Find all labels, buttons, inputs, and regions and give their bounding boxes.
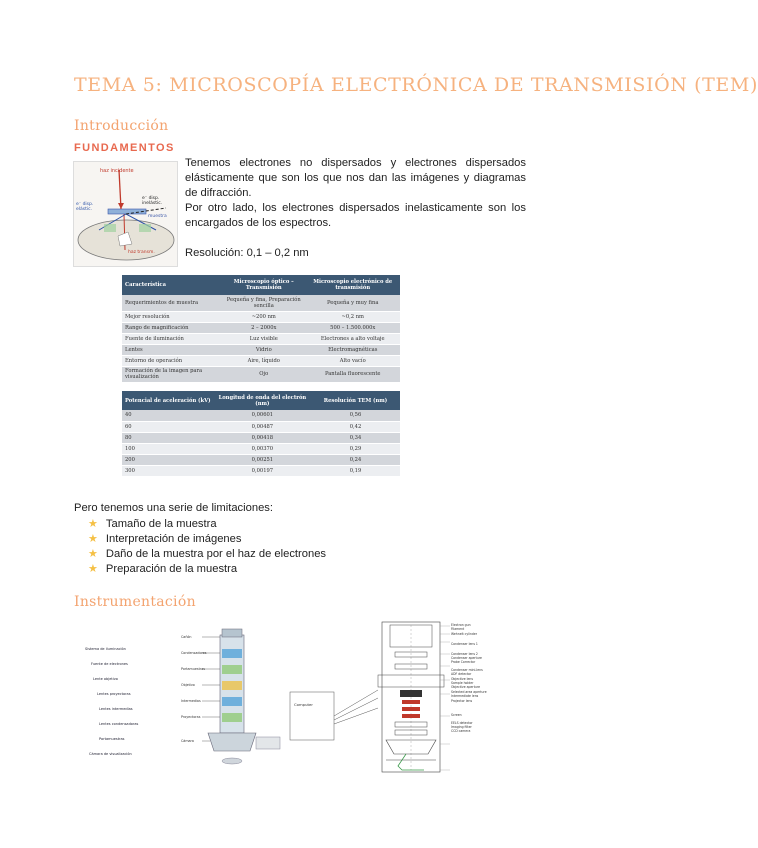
figure3-label: Sample holder — [451, 681, 474, 686]
table-cell: 0,00197 — [214, 465, 311, 476]
figure3-label: Condenser lens 1 — [451, 642, 478, 647]
section-heading-instrumentation: Instrumentación — [74, 594, 196, 610]
table-cell: ~200 nm — [222, 311, 305, 322]
star-bullet-icon: ★ — [88, 518, 98, 530]
table-cell: 100 — [122, 443, 214, 454]
table-row — [122, 410, 400, 421]
figure3-label-list — [451, 623, 511, 734]
figure2-label: Intermedias — [181, 699, 201, 703]
figure2-label: Cañón — [181, 635, 192, 639]
figure3-label: Condenser lens 2 — [451, 651, 478, 656]
tem-schematic-figure — [290, 620, 512, 777]
figure1-label: Fuente de electrones — [91, 662, 128, 666]
table-cell: Pantalla fluorescente — [305, 366, 400, 382]
sketch-label-inelastic: e⁻ disp. inelástic. — [142, 196, 163, 206]
figure2-label: Cámara — [181, 739, 194, 743]
table-cell: Luz visible — [222, 333, 305, 344]
section-heading-intro: Introducción — [74, 118, 169, 134]
table-cell: Pequeña y fina, Preparación sencilla — [222, 295, 305, 311]
table-row — [122, 443, 400, 454]
computer-label: Computer — [294, 702, 313, 707]
table-row — [122, 333, 400, 344]
figure3-label: Condenser mini-lens — [451, 667, 483, 672]
table-row — [122, 295, 400, 311]
table-cell: 0,00601 — [214, 410, 311, 421]
figure3-label: Projector lens — [451, 698, 473, 703]
table-row — [122, 355, 400, 366]
star-bullet-icon: ★ — [88, 563, 98, 575]
table-cell: 300 — [122, 465, 214, 476]
limitation-text: Tamaño de la muestra — [105, 518, 217, 530]
table-cell: 0,56 — [311, 410, 400, 421]
comparison-table-header-cell: Microscopio óptico – Transmisión — [222, 275, 305, 295]
table-row — [122, 432, 400, 443]
table-cell: 0,19 — [311, 465, 400, 476]
table-cell: 0,00418 — [214, 432, 311, 443]
figure3-label: Imaging filter — [451, 724, 472, 729]
limitation-text: Preparación de la muestra — [105, 563, 238, 575]
table-cell: 500 – 1.500.000x — [305, 322, 400, 333]
figure3-label: ADF detector — [451, 672, 472, 677]
table-cell: Aire, líquido — [222, 355, 305, 366]
limitation-text: Interpretación de imágenes — [105, 533, 242, 545]
figure3-label: Condenser aperture — [451, 656, 482, 661]
table-cell: 40 — [122, 410, 214, 421]
scattering-sketch-image — [73, 161, 178, 267]
figure3-label: Screen — [451, 713, 462, 718]
table-cell: 0,00487 — [214, 421, 311, 432]
figure2-label: Objetivo — [181, 683, 195, 687]
table-cell: 60 — [122, 421, 214, 432]
tem-components-figure — [73, 640, 175, 763]
table-cell: 0,24 — [311, 454, 400, 465]
list-item — [88, 547, 326, 560]
figure1-label: Lentes condensadoras — [99, 722, 139, 726]
table-row — [122, 421, 400, 432]
sketch-label-transmitted: haz transm. — [128, 250, 155, 255]
table-cell: Alto vacío — [305, 355, 400, 366]
list-item — [88, 562, 237, 575]
sketch-label-elastic: e⁻ disp. elástic. — [76, 202, 94, 212]
table-cell: Entorno de operación — [122, 355, 222, 366]
figure2-label: Proyectoras — [181, 715, 201, 719]
table-cell: Formación de la imagen para visualización — [122, 366, 222, 382]
table-cell: ~0,2 nm — [305, 311, 400, 322]
limitation-text: Daño de la muestra por el haz de electrones — [105, 548, 327, 560]
table-row — [122, 344, 400, 355]
table-cell: Ojo — [222, 366, 305, 382]
list-item — [88, 532, 241, 545]
figure1-label: Lente objetivo — [93, 677, 118, 681]
figure1-label: Sistema de iluminación — [85, 647, 126, 651]
figure3-label: Probe Corrector — [451, 660, 476, 665]
sketch-label-sample: muestra — [148, 214, 167, 219]
figure3-label: Objective lens — [451, 676, 473, 681]
figure3-label: Filament — [451, 627, 465, 632]
table-cell: Pequeña y muy fina — [305, 295, 400, 311]
sketch-label-incident: haz incidente — [100, 168, 134, 174]
page-title: TEMA 5: MICROSCOPÍA ELECTRÓNICA DE TRANSMISIÓN (TEM) — [74, 74, 758, 96]
table-cell: Electromagnéticas — [305, 344, 400, 355]
table-cell: 200 — [122, 454, 214, 465]
table-cell: Lentes — [122, 344, 222, 355]
comparison-table-header-row — [122, 275, 400, 295]
resolution-table-header-row — [122, 391, 400, 410]
resolution-table-header-cell: Longitud de onda del electrón (nm) — [214, 391, 311, 410]
figure2-label: Condensadores — [181, 651, 207, 655]
figure1-label: Portamuestras — [99, 737, 125, 741]
table-cell: Mejor resolución — [122, 311, 222, 322]
table-cell: Rango de magnificación — [122, 322, 222, 333]
table-row — [122, 366, 400, 382]
table-row — [122, 454, 400, 465]
table-row — [122, 465, 400, 476]
resolution-table-wrapper — [122, 391, 400, 477]
figure3-label: Wehnelt cylinder — [451, 631, 478, 636]
table-cell: Electrones a alto voltaje — [305, 333, 400, 344]
figure3-label: CCD camera — [451, 729, 471, 734]
comparison-table-header-cell: Característica — [122, 275, 222, 295]
fundamentals-paragraph-2: Por otro lado, los electrones dispersados inelasticamente son los encargados de los espectros. — [185, 202, 526, 229]
resolution-text: Resolución: 0,1 – 0,2 nm — [185, 247, 309, 259]
resolution-table — [122, 391, 400, 477]
table-cell: 2 – 2000x — [222, 322, 305, 333]
resolution-table-header-cell: Resolución TEM (nm) — [311, 391, 400, 410]
figure1-label: Cámara de visualización — [89, 752, 132, 756]
comparison-table-wrapper — [122, 275, 400, 383]
list-item — [88, 517, 217, 530]
star-bullet-icon: ★ — [88, 548, 98, 560]
table-cell: Requerimientos de muestra — [122, 295, 222, 311]
fundamentals-paragraph-1: Tenemos electrones no dispersados y electrones dispersados elásticamente que son los que nos dan las imágenes y diagramas de difracción. — [185, 157, 526, 199]
figure3-label: Selected area aperture — [451, 689, 487, 694]
comparison-table-header-cell: Microscopio electrónico de transmisión — [305, 275, 400, 295]
figure1-label: Lentes proyectoras — [97, 692, 131, 696]
figure2-label: Portamuestras — [181, 667, 205, 671]
figure3-label: Intermediate lens — [451, 694, 479, 699]
table-cell: 0,42 — [311, 421, 400, 432]
table-cell: 0,00370 — [214, 443, 311, 454]
table-cell: Vidrio — [222, 344, 305, 355]
comparison-table — [122, 275, 400, 383]
star-bullet-icon: ★ — [88, 533, 98, 545]
tem-column-figure — [180, 627, 292, 771]
table-cell: 0,00251 — [214, 454, 311, 465]
table-row — [122, 311, 400, 322]
resolution-table-header-cell: Potencial de aceleración (kV) — [122, 391, 214, 410]
figure3-label: EELS detector — [451, 720, 473, 725]
table-cell: 0,29 — [311, 443, 400, 454]
limitations-intro: Pero tenemos una serie de limitaciones: — [74, 502, 273, 514]
figure3-label: Electron gun — [451, 623, 471, 627]
table-cell: Fuente de iluminación — [122, 333, 222, 344]
table-cell: 80 — [122, 432, 214, 443]
figure1-label: Lentes intermedias — [99, 707, 133, 711]
subsection-heading-fundamentals: FUNDAMENTOS — [74, 142, 175, 154]
table-row — [122, 322, 400, 333]
table-cell: 0,34 — [311, 432, 400, 443]
figure3-label: Objective aperture — [451, 685, 480, 690]
